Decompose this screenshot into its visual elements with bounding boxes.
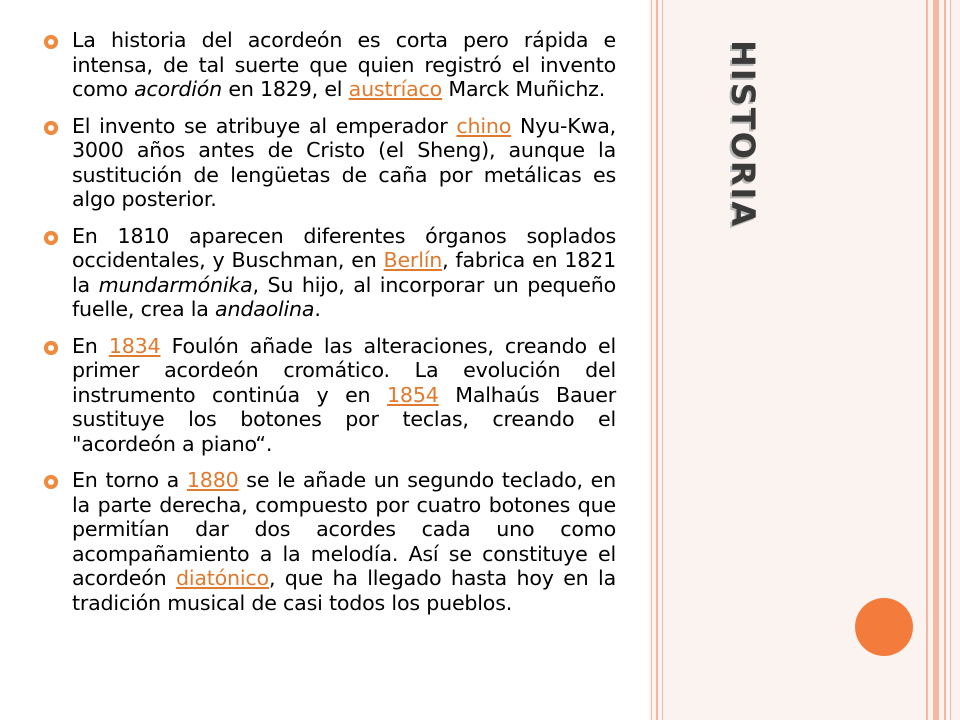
text-run: Foulón añade las alteraciones, creando el primer acordeón cromático. La evolución del instrumento continúa y en xyxy=(72,333,616,407)
text-run: El invento se atribuye al emperador xyxy=(72,113,457,138)
hyperlink[interactable]: 1854 xyxy=(387,382,439,407)
bullet-text xyxy=(72,224,616,322)
bullet-text xyxy=(72,468,616,615)
bullet-icon xyxy=(44,475,58,489)
decorative-circle xyxy=(855,598,913,656)
hyperlink[interactable]: diatónico xyxy=(175,566,269,590)
text-run: , que ha llegado hasta hoy en la tradición musical de casi todos los pueblos. xyxy=(72,566,616,615)
text-run: En torno a xyxy=(72,468,187,492)
text-run: En xyxy=(72,333,109,358)
hyperlink[interactable]: austríaco xyxy=(348,77,443,101)
text-run: Marck Muñichz. xyxy=(442,77,606,101)
italic-text: mundarmónika xyxy=(98,272,253,297)
text-run: . xyxy=(314,297,321,321)
text-run: La historia del acordeón es corta pero rápida e intensa, de tal suerte que quien registró el invento como xyxy=(72,28,616,101)
list-item xyxy=(44,28,616,102)
decorative-line xyxy=(651,0,652,720)
decorative-band xyxy=(649,0,960,720)
bullet-list xyxy=(44,28,616,627)
slide-title: HISTORIA xyxy=(724,40,762,229)
text-run: , Su hijo, al incorporar un pequeño fuelle, crea la xyxy=(72,272,616,321)
list-item xyxy=(44,334,616,457)
text-run: En 1810 aparecen diferentes órganos soplados occidentales, y Buschman, en xyxy=(72,223,616,272)
bullet-text xyxy=(72,334,616,457)
decorative-line xyxy=(944,0,946,720)
decorative-line xyxy=(950,0,951,720)
decorative-line xyxy=(933,0,939,720)
list-item xyxy=(44,114,616,212)
text-run: Malhaús Bauer sustituye los botones por teclas, creando el "acordeón a piano“. xyxy=(72,382,616,456)
bullet-icon xyxy=(44,35,58,49)
italic-text: andaolina xyxy=(215,297,315,321)
decorative-line xyxy=(662,0,663,720)
text-run: Nyu-Kwa, 3000 años antes de Cristo (el Sheng), aunque la sustitución de lengüetas de caña por metálicas es algo posterior. xyxy=(72,113,616,211)
text-run: se le añade un segundo teclado, en la parte derecha, compuesto por cuatro botones que permitían dar dos acordes cada uno como acompañamiento a la melodía. Así se constituye el acordeón xyxy=(72,468,616,590)
list-item xyxy=(44,468,616,615)
hyperlink[interactable]: 1880 xyxy=(186,468,239,492)
italic-text: acordión xyxy=(134,77,222,101)
bullet-icon xyxy=(44,231,58,245)
hyperlink[interactable]: chino xyxy=(456,113,512,138)
list-item xyxy=(44,224,616,322)
hyperlink[interactable]: Berlín xyxy=(383,248,443,272)
bullet-text xyxy=(72,28,616,102)
bullet-icon xyxy=(44,341,58,355)
hyperlink[interactable]: 1834 xyxy=(108,333,161,358)
decorative-line xyxy=(926,0,928,720)
text-run: , fabrica en 1821 la xyxy=(72,248,616,297)
decorative-line xyxy=(656,0,658,720)
text-run: en 1829, el xyxy=(222,77,349,101)
bullet-text xyxy=(72,114,616,212)
bullet-icon xyxy=(44,121,58,135)
